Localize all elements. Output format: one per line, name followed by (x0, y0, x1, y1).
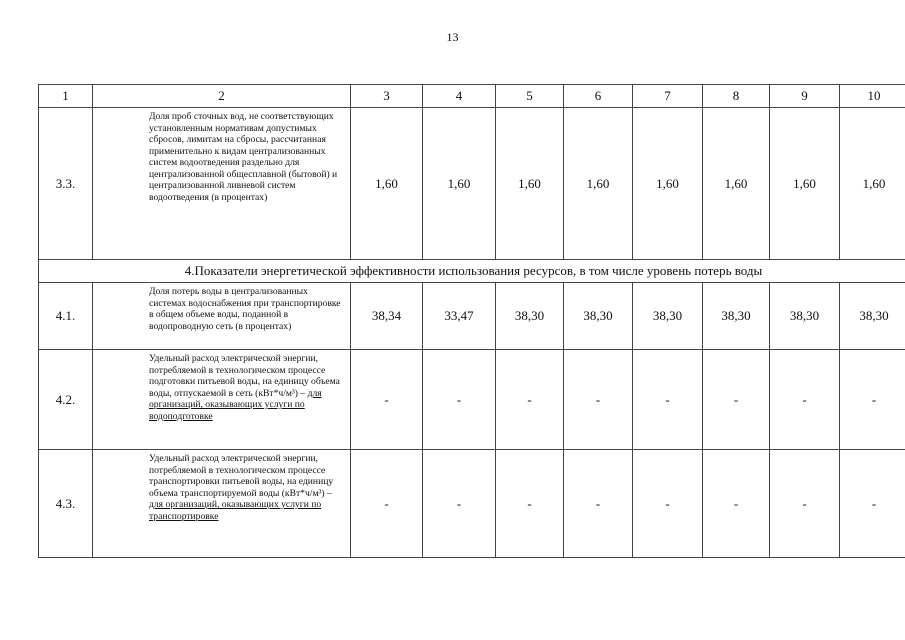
table-row (39, 283, 905, 350)
row-number: 4.1. (39, 283, 93, 350)
page-number: 13 (446, 30, 459, 44)
header-cell: 3 (351, 85, 423, 108)
row-description (93, 108, 351, 260)
row-number: 4.2. (39, 350, 93, 450)
description-underlined-text: для организаций, оказывающих услуги по водоподготовке (149, 387, 322, 422)
value-cell: - (770, 350, 840, 450)
value-cell: 33,47 (423, 283, 496, 350)
header-cell: 4 (423, 85, 496, 108)
value-cell: - (703, 350, 770, 450)
value-cell: - (703, 450, 770, 558)
header-cell: 9 (770, 85, 840, 108)
indicators-table (38, 84, 905, 558)
value-cell: 1,60 (770, 108, 840, 260)
value-cell: - (564, 350, 633, 450)
description-text: Доля потерь воды в централизованных системах водоснабжения при транспортировке в общем объеме воды, поданной в водопроводную сеть (в процентах) (149, 286, 341, 332)
value-cell: 38,30 (770, 283, 840, 350)
value-cell: 38,30 (564, 283, 633, 350)
row-description (93, 283, 351, 350)
description-text: Удельный расход электрической энергии, потребляемой в технологическом процессе транспортировки питьевой воды, на единицу объема транспортируемой воды (кВт*ч/м³) – (149, 453, 334, 499)
value-cell: 1,60 (351, 108, 423, 260)
value-cell: 1,60 (703, 108, 770, 260)
header-cell: 1 (39, 85, 93, 108)
value-cell: - (423, 450, 496, 558)
value-cell: 1,60 (633, 108, 703, 260)
value-cell: - (840, 350, 905, 450)
header-cell: 5 (496, 85, 564, 108)
value-cell: - (423, 350, 496, 450)
value-cell: 38,30 (496, 283, 564, 350)
value-cell: - (770, 450, 840, 558)
value-cell: - (496, 350, 564, 450)
row-description (93, 450, 351, 558)
table-row (39, 108, 905, 260)
table-row (39, 450, 905, 558)
value-cell: - (351, 450, 423, 558)
row-number: 4.3. (39, 450, 93, 558)
header-cell: 10 (840, 85, 905, 108)
section-row (39, 260, 905, 283)
value-cell: - (840, 450, 905, 558)
header-cell: 2 (93, 85, 351, 108)
value-cell: 1,60 (423, 108, 496, 260)
value-cell: - (633, 450, 703, 558)
header-row (39, 85, 905, 108)
value-cell: 1,60 (564, 108, 633, 260)
description-text: Удельный расход электрической энергии, потребляемой в технологическом процессе подготовки питьевой воды, на единицу объема воды, отпускаемой в сеть (кВт*ч/м³) – (149, 353, 340, 399)
value-cell: - (564, 450, 633, 558)
value-cell: 38,30 (703, 283, 770, 350)
row-number: 3.3. (39, 108, 93, 260)
value-cell: - (496, 450, 564, 558)
header-cell: 7 (633, 85, 703, 108)
value-cell: 38,30 (633, 283, 703, 350)
value-cell: 38,30 (840, 283, 905, 350)
value-cell: - (633, 350, 703, 450)
header-cell: 6 (564, 85, 633, 108)
value-cell: - (351, 350, 423, 450)
value-cell: 38,34 (351, 283, 423, 350)
description-underlined-text: для организаций, оказывающих услуги по транспортировке (149, 499, 322, 522)
header-cell: 8 (703, 85, 770, 108)
section-title: 4.Показатели энергетической эффективности использования ресурсов, в том числе уровень потерь воды (39, 260, 905, 283)
value-cell: 1,60 (840, 108, 905, 260)
description-text: Доля проб сточных вод, не соответствующих установленным нормативам допустимых сбросов, лимитам на сбросы, рассчитанная применительно к видам централизованных систем водоотведения раздельно для централизованной общесплавной (бытовой) и централизованной ливневой систем водоотведения (в процентах) (149, 111, 338, 203)
value-cell: 1,60 (496, 108, 564, 260)
row-description (93, 350, 351, 450)
table-row (39, 350, 905, 450)
